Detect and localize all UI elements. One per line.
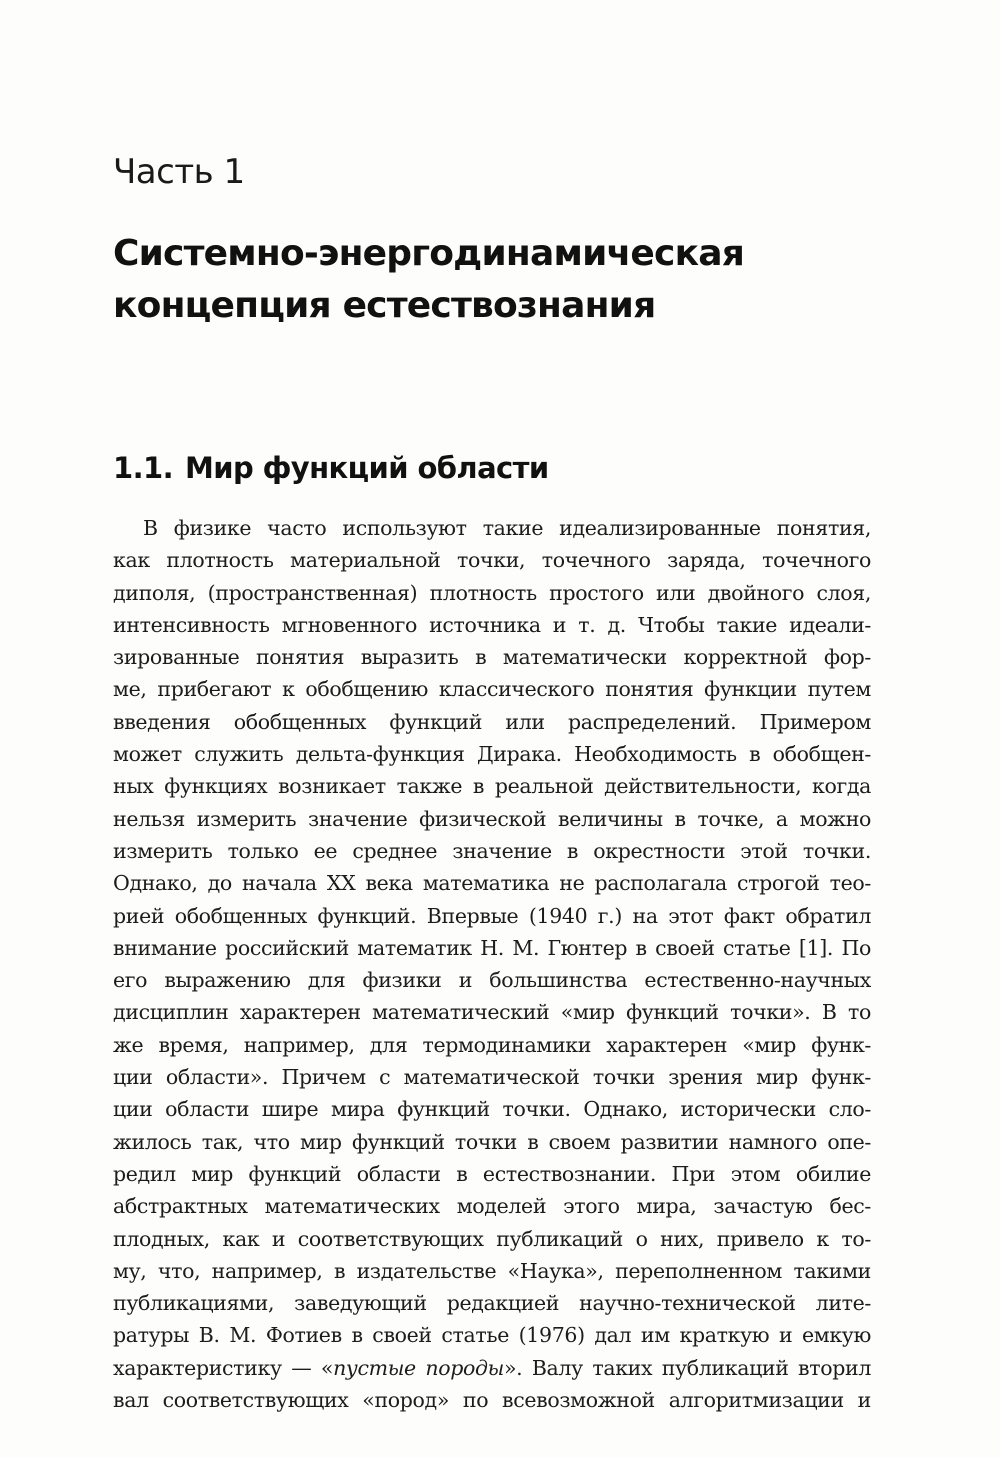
text-line: ратуры В. М. Фотиев в своей статье (1976) дал им краткую и емкую	[113, 1323, 871, 1348]
text-line: жилось так, что мир функций точки в своем развитии намного опе-	[113, 1129, 871, 1154]
text-line: нельзя измерить значение физической величины в точке, а можно	[113, 806, 871, 831]
text-line: ции области». Причем с математической точки зрения мир функ-	[113, 1065, 871, 1090]
part-title-line-2: концепция естествознания	[113, 285, 656, 326]
text-line: зированные понятия выразить в математически корректной фор-	[113, 645, 871, 670]
text-line: ции области шире мира функций точки. Однако, исторически сло-	[113, 1097, 871, 1122]
text-line: введения обобщенных функций или распределений. Примером	[113, 709, 871, 734]
text-line: му, что, например, в издательстве «Наука», переполненном такими	[113, 1258, 871, 1283]
text-line: ме, прибегают к обобщению классического понятия функции путем	[113, 677, 871, 702]
text-line: В физике часто используют такие идеализированные понятия,	[143, 516, 871, 540]
text-line: может служить дельта-функция Дирака. Необходимость в обобщен-	[113, 742, 871, 767]
italic-phrase: пустые породы	[333, 1355, 504, 1380]
text-line: как плотность материальной точки, точечного заряда, точечного	[113, 548, 871, 573]
text-line: внимание российский математик Н. М. Гюнтер в своей статье [1]. По	[113, 935, 871, 960]
text-line: Однако, до начала XX века математика не располагала строгой тео-	[113, 871, 871, 896]
section-number: 1.1.	[113, 451, 173, 485]
text-line: дисциплин характерен математический «мир функций точки». В то	[113, 1000, 871, 1025]
text-line: диполя, (пространственная) плотность простого или двойного слоя,	[113, 580, 871, 605]
text-line: публикациями, заведующий редакцией научно-технической лите-	[113, 1291, 871, 1316]
part-title-line-1: Системно-энергодинамическая	[113, 233, 745, 274]
text-line: измерить только ее среднее значение в окрестности этой точки.	[113, 838, 871, 863]
text-line: абстрактных математических моделей этого мира, зачастую бес-	[113, 1194, 871, 1219]
text-line: же время, например, для термодинамики характерен «мир функ-	[113, 1032, 871, 1057]
text-line: редил мир функций области в естествознании. При этом обилие	[113, 1161, 871, 1186]
text-line: ных функциях возникает также в реальной действительности, когда	[113, 774, 871, 799]
part-title	[113, 228, 893, 332]
text-line: интенсивность мгновенного источника и т. д. Чтобы такие идеали-	[113, 612, 871, 637]
body-paragraph	[113, 512, 871, 1416]
text-line: его выражению для физики и большинства естественно-научных	[113, 968, 871, 993]
section-heading	[113, 451, 873, 485]
text-line-with-italic: характеристику — «пустые породы». Валу таких публикаций вторил	[113, 1355, 871, 1380]
text-line: плодных, как и соответствующих публикаций о них, привело к то-	[113, 1226, 871, 1251]
section-title: Мир функций области	[185, 451, 549, 485]
text-line: вал соответствующих «пород» по всевозможной алгоритмизации и	[113, 1388, 871, 1413]
part-label: Часть 1	[113, 152, 245, 192]
text-line: рией обобщенных функций. Впервые (1940 г.) на этот факт обратил	[113, 903, 871, 928]
